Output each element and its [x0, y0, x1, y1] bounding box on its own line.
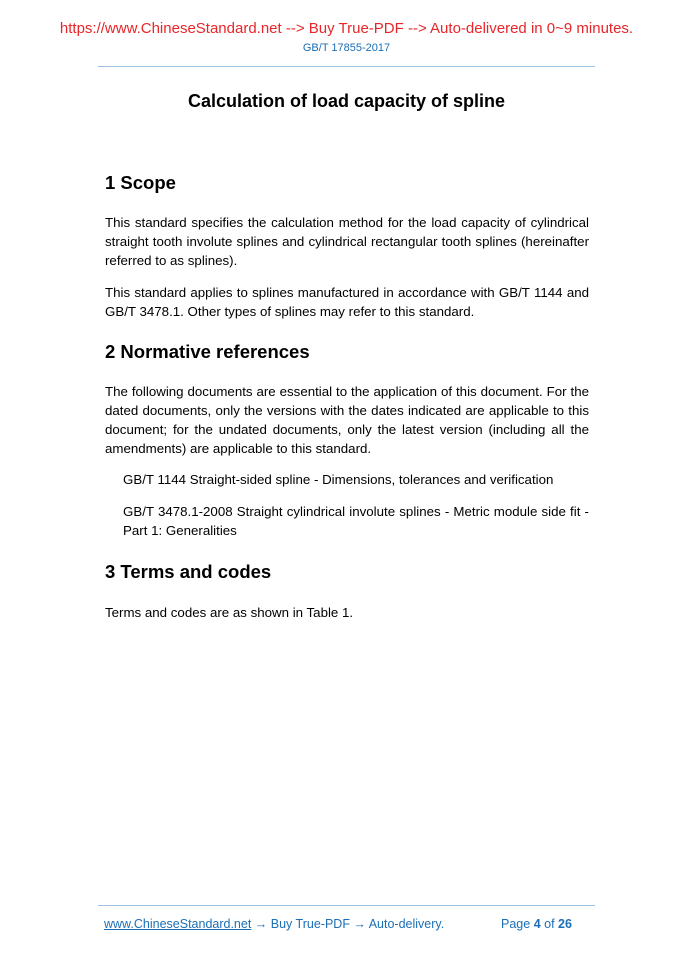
document-title: Calculation of load capacity of spline — [187, 91, 506, 111]
section-heading-terms-and-codes: 3 Terms and codes — [105, 561, 272, 582]
page-indicator — [501, 917, 572, 931]
page-label: Page — [501, 917, 531, 931]
terms-paragraph: Terms and codes are as shown in Table 1. — [105, 605, 354, 620]
section-heading-normative-references: 2 Normative references — [105, 341, 310, 362]
footer-promo-text: → Buy True-PDF → Auto-delivery. — [254, 917, 445, 931]
header-divider — [98, 66, 595, 67]
scope-paragraph-2: This standard applies to splines manufactured in accordance with GB/T 1144 and GB/T 3478.1. Other types of splines may refer to this standard. — [105, 285, 589, 319]
footer-divider — [98, 905, 595, 906]
of-label: of — [544, 917, 555, 931]
normative-references-paragraph: The following documents are essential to the application of this document. For the dated documents, only the versions with the dates indicated are applicable to this document; for the undated documents, only the latest version (including all the amendments) are applicable to this standard. — [105, 384, 589, 456]
footer-site-link[interactable]: www.ChineseStandard.net — [104, 917, 252, 931]
reference-item: GB/T 3478.1-2008 Straight cylindrical involute splines - Metric module side fit - Part 1: Generalities — [123, 504, 589, 538]
standard-code: GB/T 17855-2017 — [302, 42, 391, 54]
reference-item: GB/T 1144 Straight-sided spline - Dimensions, tolerances and verification — [123, 472, 554, 487]
footer-promo — [104, 917, 444, 931]
scope-paragraph-1: This standard specifies the calculation method for the load capacity of cylindrical straight tooth involute splines and cylindrical rectangular tooth splines (hereinafter referred to as splines). — [105, 215, 589, 268]
section-heading-scope: 1 Scope — [105, 172, 176, 193]
page-total: 26 — [558, 917, 572, 931]
page-number: 4 — [533, 917, 541, 931]
promo-banner[interactable]: https://www.ChineseStandard.net --> Buy True-PDF --> Auto-delivered in 0~9 minutes. — [59, 20, 634, 37]
